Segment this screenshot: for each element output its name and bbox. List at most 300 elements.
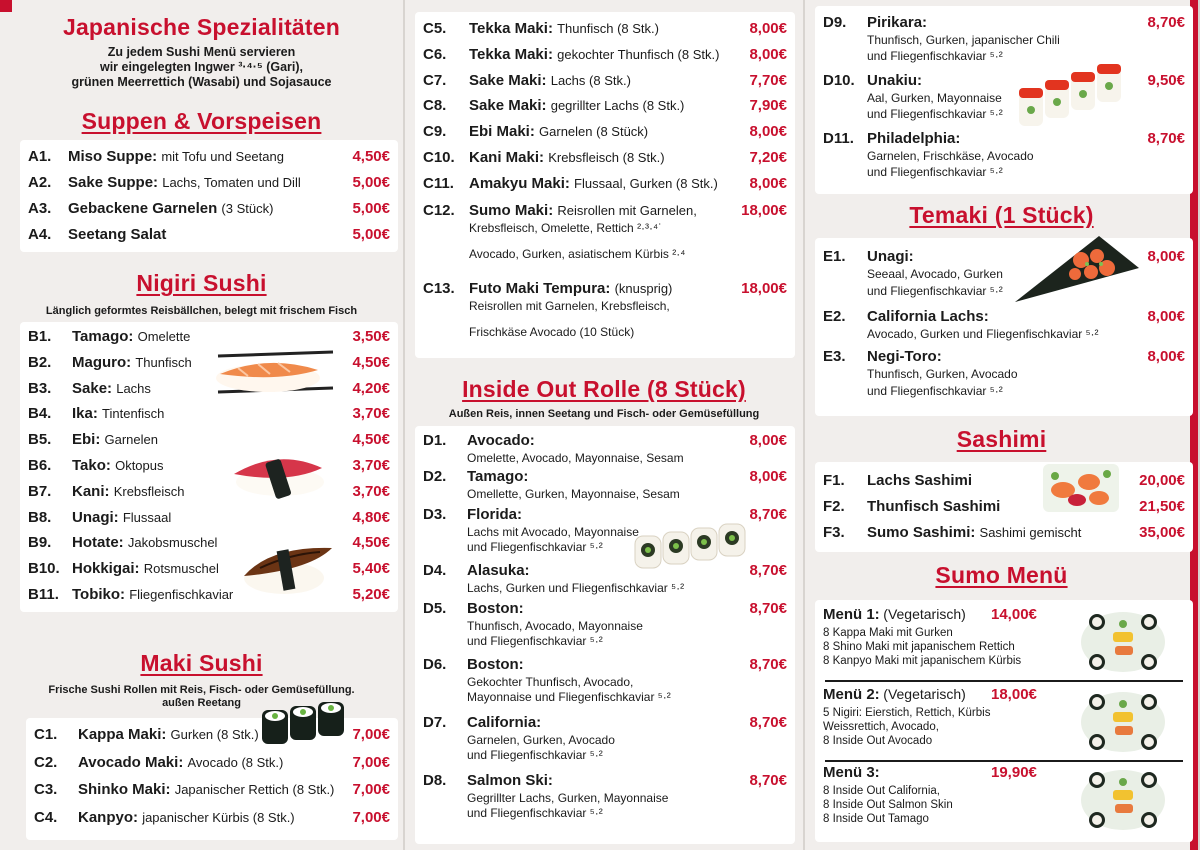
item-price: 7,90€ (749, 97, 787, 115)
list-item (28, 354, 192, 371)
item-desc: (3 Stück) (221, 201, 274, 216)
list-item (28, 405, 164, 422)
item-code: D5. (423, 600, 447, 617)
item-name: Maguro (72, 353, 127, 371)
item-desc: Omelette (137, 329, 191, 344)
item-name: Unakiu: (867, 72, 923, 89)
item-code: C9. (423, 123, 447, 141)
item-price: 8,70€ (1147, 130, 1185, 147)
item-code: A3. (28, 200, 52, 217)
item-detail-line: und Fliegenfischkaviar ⁵·² (467, 539, 603, 554)
list-item: A2. Sake Suppe : Lachs, Tomaten und Dill (28, 174, 301, 191)
item-name: Tobiko (72, 586, 121, 603)
sumo-menu-list (815, 600, 1193, 842)
item-detail-line: Lachs mit Avocado, Mayonnaise (467, 525, 639, 539)
list-item: A1. Miso Suppe : mit Tofu und Seetang (28, 148, 284, 165)
menu-note: (Vegetarisch) (883, 606, 966, 622)
item-name: Boston: (467, 656, 524, 673)
item-price: 8,70€ (749, 714, 787, 731)
item-name: California Lachs: (867, 308, 989, 325)
menu-name: Menü 1: (823, 606, 880, 623)
list-item (823, 498, 1000, 515)
item-name: Sumo Sashimi (867, 524, 971, 541)
item-detail-line: Garnelen, Gurken, Avocado (467, 733, 615, 747)
maki-list-2 (415, 12, 795, 358)
item-name: Kani Maki (469, 149, 540, 166)
menu-panel-middle (405, 0, 805, 850)
item-code: B1. (28, 328, 52, 345)
item-name: California: (467, 714, 542, 731)
menu-divider (825, 760, 1183, 762)
item-price: 4,50€ (352, 353, 390, 371)
item-name: Futo Maki Tempura (469, 280, 606, 297)
insideout-list (415, 426, 795, 844)
list-item (423, 600, 524, 617)
item-separator: : (118, 534, 128, 552)
item-desc: Avocado (8 Stk.) (187, 754, 284, 770)
item-code: C5. (423, 20, 447, 37)
section-title-insideout: Inside Out Rolle (8 Stück) (462, 376, 746, 402)
item-separator: : (133, 808, 143, 826)
item-name: Boston: (467, 600, 524, 617)
item-desc: Gurken (8 Stk.) (170, 727, 259, 742)
item-price: 9,50€ (1147, 72, 1185, 89)
item-code: D7. (423, 714, 447, 731)
item-code: B9. (28, 534, 52, 552)
item-name: Tekka Maki (469, 45, 548, 63)
item-name: Kanpyo (78, 808, 134, 826)
list-item (423, 280, 672, 297)
item-code: D4. (423, 562, 447, 579)
item-code: D9. (823, 14, 847, 31)
item-name: Sake Maki (469, 71, 542, 89)
item-name: Alasuka: (467, 562, 530, 579)
item-name: Sake Maki (469, 97, 542, 115)
item-code: B6. (28, 457, 52, 474)
item-detail-line: und Fliegenfischkaviar ⁵·² (867, 49, 1003, 63)
item-price: 35,00€ (1139, 524, 1185, 541)
unakiu-roll-image (1015, 62, 1133, 134)
list-item (823, 72, 922, 89)
item-name: Philadelphia: (867, 130, 961, 147)
item-price: 5,00€ (352, 200, 390, 217)
menu-divider (825, 680, 1183, 682)
item-name: Tamago (72, 328, 129, 345)
list-item (423, 149, 665, 166)
intro-line: grünen Meerrettich (Wasabi) und Sojasauce (71, 75, 332, 89)
item-price: 8,00€ (1147, 248, 1185, 265)
item-price: 5,40€ (352, 560, 390, 578)
menu-detail-line: 8 Inside Out Avocado (823, 735, 933, 747)
section-title-maki: Maki Sushi (140, 650, 263, 676)
item-separator: : (548, 202, 558, 219)
item-desc: (knusprig) (614, 281, 673, 296)
list-item (28, 328, 190, 345)
item-desc: gegrillter Lachs (8 Stk.) (550, 98, 685, 114)
nigiri-eel-image (240, 540, 336, 598)
item-name: Thunfisch Sashimi (867, 498, 1001, 515)
section-title-sumo: Sumo Menü (935, 562, 1068, 588)
item-price: 8,70€ (749, 656, 787, 673)
item-detail-line: Seeaal, Avocado, Gurken (867, 267, 1003, 281)
item-price: 5,00€ (352, 226, 390, 243)
item-code: D2. (423, 468, 447, 485)
item-name: Avocado Maki (78, 753, 179, 771)
list-item (423, 468, 528, 485)
item-detail-line: Thunfisch, Gurken, Avocado (867, 367, 1018, 381)
item-name: Kappa Maki (78, 726, 162, 743)
item-desc: Sashimi gemischt (979, 525, 1082, 540)
item-separator: : (541, 97, 551, 115)
item-separator: : (161, 726, 171, 743)
item-separator: : (547, 20, 558, 37)
sumo-menu-plate-image (1077, 686, 1169, 758)
menu-detail-line: 8 Inside Out Salmon Skin (823, 799, 953, 811)
item-desc: Krebsfleisch (8 Stk.) (548, 150, 665, 165)
menu-detail-line: 5 Nigiri: Eierstich, Rettich, Kürbis (823, 707, 991, 719)
list-item (28, 586, 233, 603)
item-code: B10. (28, 560, 60, 578)
item-detail-line: Thunfisch, Gurken, japanischer Chili (867, 33, 1060, 47)
list-item (423, 772, 553, 789)
item-price: 8,00€ (749, 20, 787, 37)
item-code: A2. (28, 174, 52, 191)
intro-line: wir eingelegten Ingwer ³·⁴·⁵ (Gari), (99, 60, 304, 74)
list-item (823, 130, 960, 147)
item-code: B8. (28, 508, 52, 526)
item-name: Amakyu Maki (469, 174, 565, 192)
item-name: Negi-Toro: (867, 348, 942, 365)
item-price: 18,00€ (741, 202, 787, 219)
item-detail-line: Omelette, Avocado, Mayonnaise, Sesam (467, 451, 684, 465)
list-item (28, 380, 151, 397)
sumo-menu-item (823, 764, 880, 781)
list-item (34, 754, 283, 771)
list-item (34, 809, 295, 826)
item-code: C6. (423, 45, 447, 63)
item-name: Sake (72, 379, 108, 397)
menu-price: 14,00€ (991, 606, 1037, 623)
red-corner-accent (0, 0, 12, 12)
item-price: 8,70€ (749, 600, 787, 617)
list-item (28, 226, 166, 243)
item-code: D10. (823, 72, 855, 89)
item-code: C2. (34, 753, 58, 771)
item-separator: : (605, 280, 615, 297)
item-desc: Lachs, Tomaten und Dill (162, 175, 301, 190)
item-detail-line: Lachs, Gurken und Fliegenfischkaviar ⁵·² (467, 581, 685, 595)
item-price: 8,00€ (749, 468, 787, 485)
list-item (34, 781, 334, 798)
item-name: Florida: (467, 506, 522, 523)
item-name: Hokkigai (72, 560, 135, 578)
item-detail-line: Krebsfleisch, Omelette, Rettich ²·³·⁴˙ (469, 221, 663, 235)
item-price: 7,00€ (352, 781, 390, 798)
item-detail-line: Garnelen, Frischkäse, Avocado (867, 149, 1034, 163)
item-code: F1. (823, 472, 845, 489)
item-price: 3,70€ (352, 405, 390, 423)
nigiri-tuna-image (228, 448, 328, 500)
item-name: Miso Suppe (68, 148, 153, 165)
list-item (823, 472, 972, 489)
item-price: 8,00€ (749, 123, 787, 141)
item-code: B3. (28, 379, 52, 397)
item-desc: Oktopus (115, 458, 164, 473)
list-item (823, 308, 989, 325)
item-detail-line: und Fliegenfischkaviar ⁵·² (467, 805, 603, 820)
list-item (423, 656, 524, 673)
list-item (28, 534, 217, 551)
item-separator: : (564, 174, 575, 192)
item-code: C10. (423, 149, 455, 166)
intro-text (0, 45, 403, 90)
menu-name: Menü 2: (823, 686, 880, 703)
item-desc: Krebsfleisch (113, 483, 185, 499)
insideout-roll-image (631, 522, 753, 572)
sashimi-list (815, 462, 1193, 552)
list-item (423, 506, 522, 523)
item-separator: : (128, 328, 138, 345)
item-separator: : (178, 753, 188, 771)
item-separator: : (539, 149, 549, 166)
maki-roll-image (258, 698, 350, 750)
item-desc: Thunfisch (8 Stk.) (557, 21, 659, 36)
item-price: 5,20€ (352, 586, 390, 603)
insideout-subtitle: Außen Reis, innen Seetang und Fisch- oder Gemüsefüllung (448, 408, 760, 420)
item-detail-line: Aal, Gurken, Mayonnaise (867, 91, 1002, 105)
item-desc: japanischer Kürbis (8 Stk.) (142, 809, 295, 825)
item-separator: : (113, 508, 123, 526)
item-price: 8,00€ (1147, 348, 1185, 365)
item-detail-line: und Fliegenfischkaviar ⁵·² (867, 284, 1003, 298)
list-item (28, 483, 185, 500)
item-desc: Thunfisch (135, 354, 192, 370)
item-desc: Flussaal (122, 509, 172, 525)
item-detail-line: Frischkäse Avocado (10 Stück) (469, 325, 635, 339)
item-price: 8,00€ (749, 45, 787, 63)
item-name: Tamago: (467, 468, 529, 485)
item-price: 4,20€ (352, 379, 390, 397)
item-code: D8. (423, 772, 447, 789)
item-detail-line: und Fliegenfischkaviar ⁵·² (467, 747, 603, 762)
item-detail-line: Avocado, Gurken und Fliegenfischkaviar ⁵·² (867, 327, 1099, 341)
item-name: Lachs Sashimi (867, 472, 973, 489)
item-name: Avocado: (467, 432, 535, 449)
item-price: 8,70€ (749, 562, 787, 579)
item-separator: : (105, 457, 116, 474)
item-desc: mit Tofu und Seetang (161, 149, 284, 164)
menu-detail-line: 8 Inside Out California, (823, 785, 940, 797)
menu-price: 18,00€ (991, 686, 1037, 703)
section-title-temaki: Temaki (1 Stück) (909, 202, 1094, 228)
item-code: E3. (823, 348, 846, 365)
item-code: D1. (423, 432, 447, 449)
list-item (423, 432, 535, 449)
maki-subtitle-line: außen Reetang (162, 697, 241, 709)
item-code: C7. (423, 71, 447, 89)
item-separator: : (529, 123, 540, 141)
item-code: E1. (823, 248, 846, 265)
item-desc: Tintenfisch (102, 406, 165, 422)
list-item (28, 431, 158, 448)
sashimi-image (1041, 462, 1121, 514)
item-desc: Garnelen (104, 432, 158, 448)
list-item (423, 202, 697, 219)
list-item (423, 46, 719, 63)
item-price: 3,70€ (352, 457, 390, 474)
list-item (34, 726, 259, 743)
item-code: D3. (423, 506, 447, 523)
item-code: C8. (423, 97, 447, 115)
item-price: 4,80€ (352, 508, 390, 526)
item-detail-line: Gekochter Thunfisch, Avocado, (467, 675, 634, 689)
item-name: Salmon Ski: (467, 772, 553, 789)
item-price: 8,00€ (749, 174, 787, 192)
list-item (823, 14, 927, 31)
maki-subtitle-line: Frische Sushi Rollen mit Reis, Fisch- oder Gemüsefüllung. (48, 684, 355, 696)
item-desc: Reisrollen mit Garnelen, (557, 203, 697, 218)
item-name: Gebackene Garnelen (68, 200, 218, 217)
item-name: Ika (72, 405, 93, 423)
item-desc: Jakobsmuschel (127, 535, 218, 551)
item-name: Shinko Maki (78, 781, 166, 798)
item-code: F2. (823, 498, 845, 515)
item-name: Pirikara: (867, 14, 928, 31)
item-name: Tako (72, 457, 106, 474)
item-code: A4. (28, 226, 52, 243)
nigiri-subtitle: Länglich geformtes Reisbällchen, belegt mit frischem Fisch (45, 305, 358, 317)
list-item (823, 248, 914, 265)
item-desc: Rotsmuschel (143, 561, 219, 577)
menu-price: 19,90€ (991, 764, 1037, 781)
item-price: 3,50€ (352, 328, 390, 345)
item-desc: Lachs (8 Stk.) (550, 72, 631, 88)
item-price: 5,00€ (352, 174, 390, 191)
item-separator: : (104, 482, 114, 500)
list-item (28, 200, 273, 217)
item-desc: Garnelen (8 Stück) (539, 124, 649, 140)
item-name: Ebi Maki (469, 123, 530, 141)
item-separator: : (92, 405, 103, 423)
item-name: Sumo Maki (469, 202, 549, 219)
item-code: E2. (823, 308, 846, 325)
item-name: Kani (72, 482, 105, 500)
list-item (423, 714, 541, 731)
item-name: Tekka Maki (469, 20, 548, 37)
item-separator: : (970, 524, 980, 541)
item-price: 8,00€ (1147, 308, 1185, 325)
item-separator: : (547, 45, 558, 63)
item-detail-line: Reisrollen mit Garnelen, Krebsfleisch, (469, 299, 670, 313)
item-price: 7,70€ (749, 71, 787, 89)
item-detail-line: Omellette, Gurken, Mayonnaise, Sesam (467, 487, 680, 501)
item-code: C1. (34, 726, 58, 743)
list-item (823, 524, 1081, 541)
menu-name: Menü 3: (823, 764, 880, 781)
item-detail-line: Mayonnaise und Fliegenfischkaviar ⁵·² (467, 689, 671, 704)
item-detail-line: und Fliegenfischkaviar ⁵·² (867, 384, 1003, 398)
sumo-menu-item (823, 686, 966, 703)
menu-detail-line: 8 Kanpyo Maki mit japanischem Kürbis (823, 655, 1022, 667)
menu-detail-line: 8 Inside Out Tamago (823, 813, 929, 825)
item-price: 7,00€ (352, 753, 390, 771)
menu-note: (Vegetarisch) (883, 686, 966, 702)
item-separator: : (95, 431, 105, 449)
item-desc: Japanischer Rettich (8 Stk.) (174, 782, 335, 797)
nigiri-salmon-image (208, 348, 336, 398)
menu-panel-right (805, 0, 1200, 850)
item-price: 4,50€ (352, 431, 390, 449)
item-detail-line: Thunfisch, Avocado, Mayonnaise (467, 619, 643, 633)
item-detail-line: und Fliegenfischkaviar ⁵·² (867, 165, 1003, 179)
item-name: Unagi (72, 508, 114, 526)
item-code: C12. (423, 202, 455, 219)
item-detail-line: Avocado, Gurken, asiatischem Kürbis ²·⁴ (469, 247, 686, 261)
item-price: 18,00€ (741, 280, 787, 297)
list-item (423, 20, 659, 37)
item-name: Unagi: (867, 248, 914, 265)
menu-detail-line: 8 Shino Maki mit japanischem Rettich (823, 641, 1015, 653)
page-title: Japanische Spezialitäten (62, 14, 341, 40)
item-desc: Fliegenfischkaviar (129, 587, 234, 602)
item-code: B5. (28, 431, 52, 449)
item-price: 8,00€ (749, 432, 787, 449)
item-code: B4. (28, 405, 52, 423)
intro-line: Zu jedem Sushi Menü servieren (107, 45, 296, 59)
item-desc: Flussaal, Gurken (8 Stk.) (574, 175, 718, 191)
sumo-menu-item (823, 606, 966, 623)
item-name: Sake Suppe (68, 174, 154, 191)
item-price: 8,70€ (1147, 14, 1185, 31)
item-price: 4,50€ (352, 148, 390, 165)
section-title-sashimi: Sashimi (956, 426, 1047, 452)
item-price: 20,00€ (1139, 472, 1185, 489)
sumo-menu-plate-image (1077, 606, 1169, 678)
item-separator: : (134, 560, 144, 578)
list-item (423, 123, 648, 140)
item-detail-line: Gegrillter Lachs, Gurken, Mayonnaise (467, 791, 669, 805)
menu-detail-line: 8 Kappa Maki mit Gurken (823, 627, 953, 639)
item-code: B7. (28, 482, 52, 500)
temaki-cone-image (1011, 234, 1141, 306)
suppen-list (20, 140, 398, 252)
item-separator: : (126, 353, 136, 371)
list-item (423, 562, 530, 579)
list-item (28, 457, 164, 474)
list-item (423, 175, 718, 192)
section-title-nigiri: Nigiri Sushi (136, 270, 267, 296)
menu-detail-line: Weissrettich, Avocado, (823, 721, 939, 733)
item-price: 7,00€ (352, 726, 390, 743)
item-detail-line: und Fliegenfischkaviar ⁵·² (467, 633, 603, 648)
item-separator: : (107, 379, 117, 397)
item-desc: gekochter Thunfisch (8 Stk.) (557, 46, 720, 62)
item-name: Seetang Salat (68, 226, 167, 243)
item-price: 8,70€ (749, 772, 787, 789)
list-item (423, 72, 631, 89)
list-item (28, 560, 219, 577)
item-code: B2. (28, 353, 52, 371)
sumo-menu-plate-image (1077, 764, 1169, 836)
item-price: 7,00€ (352, 808, 390, 826)
item-price: 4,50€ (352, 534, 390, 552)
item-price: 3,70€ (352, 482, 390, 500)
item-name: Ebi (72, 431, 96, 449)
item-code: C13. (423, 280, 455, 297)
section-title-suppen: Suppen & Vorspeisen (81, 108, 322, 134)
item-code: D6. (423, 656, 447, 673)
item-price: 7,20€ (749, 149, 787, 166)
